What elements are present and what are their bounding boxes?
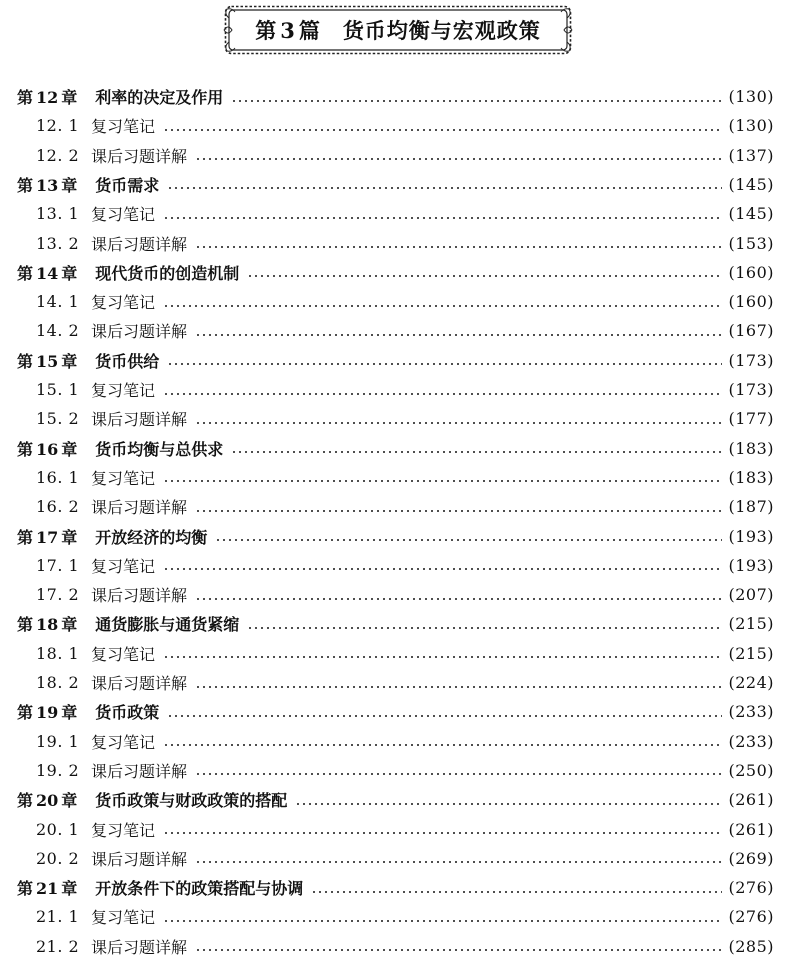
leader-dots — [163, 909, 722, 925]
toc-section-row[interactable] — [0, 551, 790, 580]
leader-dots — [231, 440, 722, 456]
page-number: (145) — [728, 204, 774, 224]
section-number: 19. 2 — [36, 760, 80, 780]
chapter-title: 开放经济的均衡 — [95, 527, 208, 547]
leader-dots — [163, 294, 722, 310]
leader-dots — [195, 675, 722, 691]
section-number: 21. 1 — [36, 907, 80, 927]
section-title: 复习笔记 — [91, 732, 156, 752]
page-number: (193) — [728, 555, 774, 575]
page-number: (276) — [728, 878, 774, 898]
part-title-text: 货币均衡与宏观政策 — [342, 19, 541, 43]
leader-dots — [195, 147, 722, 163]
page-number: (153) — [728, 233, 774, 253]
section-number: 20. 1 — [36, 819, 80, 839]
toc-section-row[interactable] — [0, 668, 790, 697]
leader-dots — [195, 587, 722, 603]
chapter-number: 第 21 章 — [17, 879, 78, 899]
page-number: (130) — [728, 87, 774, 106]
section-number: 13. 2 — [36, 233, 80, 253]
toc-section-row[interactable] — [0, 844, 790, 873]
part-number: 3 — [280, 17, 296, 43]
toc-chapter-row[interactable] — [0, 170, 790, 199]
toc-section-row[interactable] — [0, 932, 790, 961]
page-number: (207) — [728, 585, 774, 605]
leader-dots — [195, 323, 722, 339]
leader-dots — [163, 118, 722, 134]
page-number: (215) — [728, 643, 774, 663]
toc-chapter-row[interactable] — [0, 609, 790, 638]
chapter-number: 第 19 章 — [17, 703, 78, 723]
page-number: (276) — [728, 907, 774, 927]
part-prefix: 第 — [255, 19, 278, 43]
section-title: 课后习题详解 — [91, 322, 188, 342]
section-title: 复习笔记 — [91, 556, 156, 576]
section-title: 课后习题详解 — [91, 674, 188, 693]
page-number: (285) — [728, 936, 774, 956]
section-title: 复习笔记 — [91, 908, 156, 928]
page-number: (137) — [728, 145, 774, 165]
page-number: (177) — [728, 409, 774, 429]
toc-section-row[interactable] — [0, 580, 790, 609]
section-title: 课后习题详解 — [91, 586, 188, 606]
toc-section-row[interactable] — [0, 815, 790, 844]
chapter-number: 第 15 章 — [17, 351, 78, 371]
part-title-frame — [223, 4, 573, 56]
leader-dots — [247, 616, 722, 632]
leader-dots — [195, 499, 722, 515]
section-number: 16. 2 — [36, 497, 80, 517]
chapter-number: 第 12 章 — [17, 88, 78, 107]
section-title: 课后习题详解 — [91, 849, 188, 869]
part-title — [223, 4, 573, 56]
section-number: 14. 2 — [36, 321, 80, 341]
leader-dots — [163, 469, 722, 485]
chapter-number: 第 16 章 — [17, 439, 78, 459]
toc-chapter-row[interactable] — [0, 697, 790, 726]
chapter-title: 货币需求 — [95, 175, 160, 195]
section-title: 复习笔记 — [91, 381, 156, 400]
section-number: 20. 2 — [36, 848, 80, 868]
leader-dots — [215, 528, 722, 544]
toc-chapter-row[interactable] — [0, 785, 790, 814]
section-title: 课后习题详解 — [91, 234, 188, 254]
page-number: (193) — [728, 526, 774, 546]
chapter-title: 开放条件下的政策搭配与协调 — [95, 879, 304, 899]
leader-dots — [163, 206, 722, 222]
toc-section-row[interactable] — [0, 316, 790, 345]
section-title: 课后习题详解 — [91, 498, 188, 518]
toc-section-row[interactable] — [0, 111, 790, 140]
chapter-number: 第 18 章 — [17, 615, 78, 635]
section-title: 课后习题详解 — [91, 410, 188, 430]
chapter-number: 第 17 章 — [17, 527, 78, 547]
leader-dots — [163, 733, 722, 749]
section-number: 15. 2 — [36, 409, 80, 429]
section-number: 12. 1 — [36, 116, 80, 136]
toc-section-row[interactable] — [0, 492, 790, 521]
page-number: (160) — [728, 262, 774, 282]
section-number: 16. 1 — [36, 467, 80, 487]
toc-section-row[interactable] — [0, 199, 790, 228]
chapter-title: 现代货币的创造机制 — [95, 263, 240, 283]
part-suffix: 篇 — [298, 19, 321, 43]
toc-section-row[interactable] — [0, 463, 790, 492]
leader-dots — [195, 762, 722, 778]
leader-dots — [167, 176, 722, 192]
leader-dots — [163, 821, 722, 837]
page-number: (215) — [728, 614, 774, 634]
toc-chapter-row[interactable] — [0, 434, 790, 463]
page-number: (160) — [728, 292, 774, 312]
leader-dots — [163, 382, 722, 398]
page-number: (269) — [728, 848, 774, 868]
section-title: 课后习题详解 — [91, 761, 188, 781]
section-title: 课后习题详解 — [91, 937, 188, 957]
toc-section-row[interactable] — [0, 229, 790, 258]
toc-chapter-row[interactable] — [0, 873, 790, 902]
leader-dots — [163, 557, 722, 573]
page-number: (167) — [728, 321, 774, 341]
leader-dots — [295, 792, 722, 808]
toc-section-row[interactable] — [0, 727, 790, 756]
section-number: 15. 1 — [36, 380, 80, 399]
chapter-title: 利率的决定及作用 — [95, 88, 224, 107]
chapter-title: 货币政策与财政政策的搭配 — [95, 791, 288, 811]
section-number: 17. 1 — [36, 555, 80, 575]
leader-dots — [195, 235, 722, 251]
page-number: (233) — [728, 731, 774, 751]
leader-dots — [247, 264, 722, 280]
page-number: (183) — [728, 467, 774, 487]
leader-dots — [231, 89, 722, 105]
section-number: 21. 2 — [36, 936, 80, 956]
section-number: 12. 2 — [36, 145, 80, 165]
chapter-number: 第 20 章 — [17, 791, 78, 811]
chapter-title: 货币供给 — [95, 351, 160, 371]
toc-chapter-row[interactable] — [0, 258, 790, 287]
toc-section-row[interactable] — [0, 404, 790, 433]
toc-section-row[interactable] — [0, 902, 790, 931]
leader-dots — [195, 850, 722, 866]
leader-dots — [195, 411, 722, 427]
toc-chapter-row[interactable] — [0, 82, 790, 111]
section-title: 复习笔记 — [91, 644, 156, 664]
page-number: (187) — [728, 497, 774, 517]
section-title: 复习笔记 — [91, 820, 156, 840]
page-number: (183) — [728, 438, 774, 458]
toc-section-row[interactable] — [0, 287, 790, 316]
leader-dots — [195, 938, 722, 954]
section-title: 课后习题详解 — [91, 146, 188, 166]
page-number: (233) — [728, 702, 774, 722]
page-number: (173) — [728, 380, 774, 399]
toc-section-row[interactable] — [0, 639, 790, 668]
chapter-title: 通货膨胀与通货紧缩 — [95, 615, 240, 635]
section-number: 18. 1 — [36, 643, 80, 663]
page-number: (261) — [728, 790, 774, 810]
page-number: (250) — [728, 760, 774, 780]
section-number: 14. 1 — [36, 292, 80, 312]
page-number: (224) — [728, 673, 774, 692]
chapter-number: 第 13 章 — [17, 175, 78, 195]
leader-dots — [167, 352, 722, 368]
toc-chapter-row[interactable] — [0, 346, 790, 375]
page-number: (130) — [728, 116, 774, 136]
section-number: 17. 2 — [36, 585, 80, 605]
chapter-title: 货币政策 — [95, 703, 160, 723]
section-number: 19. 1 — [36, 731, 80, 751]
section-number: 18. 2 — [36, 673, 80, 692]
toc-section-row[interactable] — [0, 375, 790, 404]
section-title: 复习笔记 — [91, 468, 156, 488]
page-number: (173) — [728, 350, 774, 370]
chapter-title: 货币均衡与总供求 — [95, 439, 224, 459]
section-title: 复习笔记 — [91, 205, 156, 225]
leader-dots — [163, 645, 722, 661]
chapter-number: 第 14 章 — [17, 263, 78, 283]
toc-section-row[interactable] — [0, 141, 790, 170]
leader-dots — [311, 880, 722, 896]
toc-chapter-row[interactable] — [0, 522, 790, 551]
section-title: 复习笔记 — [91, 293, 156, 313]
leader-dots — [167, 704, 722, 720]
toc-section-row[interactable] — [0, 756, 790, 785]
section-title: 复习笔记 — [91, 117, 156, 137]
section-number: 13. 1 — [36, 204, 80, 224]
page-number: (145) — [728, 174, 774, 194]
page-number: (261) — [728, 819, 774, 839]
